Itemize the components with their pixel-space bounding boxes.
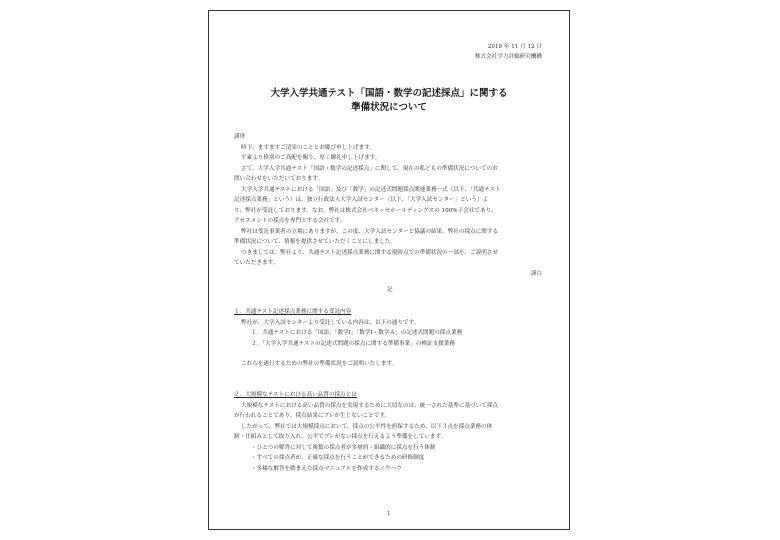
body-line: 記述採点業務」という）は、独立行政法人大学入試センター（以下、「大学入試センター」という）よ <box>234 197 489 203</box>
closing: 謹白 <box>530 271 542 277</box>
section-2-line: したがって、弊社では大規模採点において、採点の公平性を担保するため、以下３点を採点業務の体 <box>241 424 493 430</box>
body-line: 弊社は受託事業者の立場にありますが、この度、大学入試センターと協議の結果、弊社の採点に関する <box>241 229 499 235</box>
body-line: 時下、ますますご清栄のこととお慶び申し上げます。 <box>241 145 375 151</box>
section-1-heading: １．共通テスト記述採点業務に関する受託内容 <box>234 309 352 315</box>
body-line: 問い合わせをいただいております。 <box>234 176 324 182</box>
section-2-line: 大規模なテストにおける高い品質の採点を実現するために大切なのは、統一された基準に基づいて採点 <box>241 403 499 409</box>
body-line: アセスメントの採点を専門とする会社です。 <box>234 218 346 224</box>
section-1-note: これらを遂行するための弊社の準備状況をご説明いたします。 <box>241 361 398 367</box>
body-line: さて、大学入学共通テスト「国語・数学の記述採点」に関して、現在の私どもの準備状況についてのお <box>241 166 498 172</box>
section-1-line: 弊社が、大学入試センターより受託している内容は、以下の通りです。 <box>241 320 420 326</box>
section-1-line: ２．「大学入学共通テストの記述式問題の採点に関する準備事業」の検証支援業務 <box>251 341 455 347</box>
section-2-line: が行われることであり、採点結果にブレが生じないことです。 <box>234 413 390 419</box>
ki-marker: 記 <box>387 287 393 293</box>
greeting: 謹啓 <box>234 134 246 140</box>
body-line: り、弊社が受託しております。なお、弊社は株式会社ベネッセホールディングスの 100%子会社であり、 <box>234 208 497 214</box>
body-line: 大学入学共通テストにおける「国語」及び「数学」の記述式問題採点関連業務一式（以下、「共通テスト <box>241 187 501 193</box>
bullet-item: ・すべての採点者が、正確な採点を行うことができるための研修制度 <box>251 455 425 461</box>
bullet-item: ・多様な解答を踏まえた採点マニュアルを作成するノウハウ <box>251 466 402 472</box>
body-line: 平素より格別のご高配を賜り、厚く御礼申し上げます。 <box>241 155 381 161</box>
document-date: 2019 年 11 月 12 日 <box>487 44 542 50</box>
body-line: ていただきます。 <box>234 260 279 266</box>
section-2-heading: ２．大規模なテストにおける高い品質の採点とは <box>234 392 357 398</box>
body-line: 準備状況について、情報を提供させていただくことにしました。 <box>234 239 396 245</box>
section-2-line: 制・仕組みとして取り入れ、公平でブレがない採点を行えるよう準備をしています。 <box>234 434 447 440</box>
bullet-item: ・ひとつの解答に対して複数の採点者が多層的・組織的に採点を行う体制 <box>251 445 436 451</box>
body-line: つきましては、弊社より、共通テスト記述採点業務に関する現時点での準備状況の一部を、ご説明させ <box>241 250 499 256</box>
document-title-line2: 準備状況について <box>351 102 427 113</box>
document-title-line1: 大学入学共通テスト「国語・数学の記述採点」に関する <box>270 88 508 99</box>
company-name: 株式会社学力評価研究機構 <box>474 54 542 60</box>
page-number: 1 <box>387 511 391 517</box>
document-page <box>208 10 570 530</box>
section-1-line: １．共通テストにおける「国語」「数学Ⅰ」「数学Ⅰ・数学Ａ」の記述式問題の採点業務 <box>251 330 463 336</box>
